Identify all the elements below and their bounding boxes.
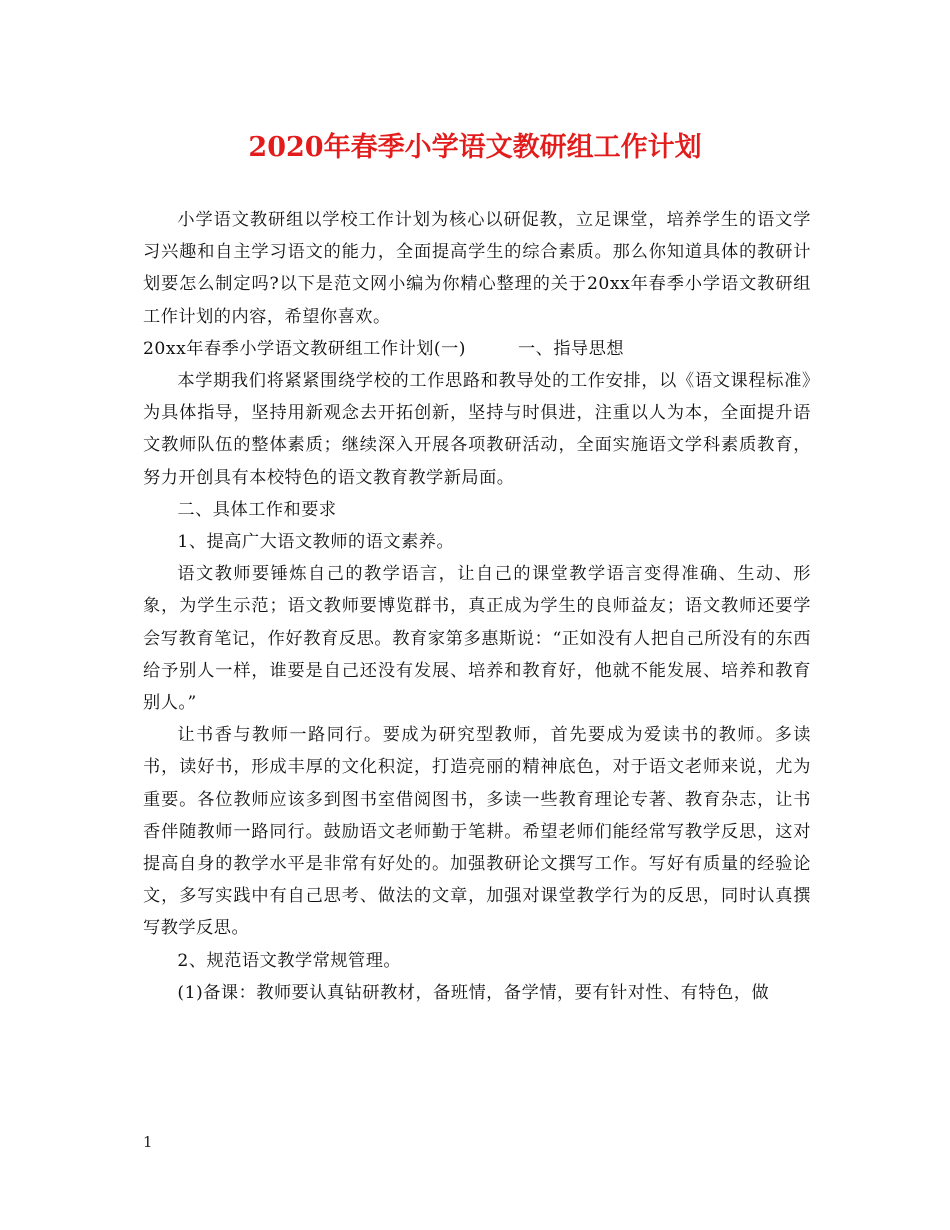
item1-paragraph-1: 语文教师要锤炼自己的教学语言，让自己的课堂教学语言变得准确、生动、形象，为学生示范；语文教师要博览群书，真正成为学生的良师益友；语文教师还要学会写教育笔记，作好教育反思。教育家第多惠斯说：“正如没有人把自己所没有的东西给予别人一样，谁要是自己还没有发展、培养和教育好，他就不能发展、培养和教育别人。”	[143, 564, 811, 714]
document-title: 2020年春季小学语文教研组工作计划	[248, 132, 702, 163]
item2-heading: 2、规范语文教学常规管理。	[177, 950, 402, 971]
item1-paragraph-2: 让书香与教师一路同行。要成为研究型教师，首先要成为爱读书的教师。多读书，读好书，形成丰厚的文化积淀，打造亮丽的精神底色，对于语文老师来说，尤为重要。各位教师应该多到图书室借阅图书，多读一些教育理论专著、教育杂志，让书香伴随教师一路同行。鼓励语文老师勤于笔耕。希望老师们能经常写教学反思，这对提高自身的教学水平是非常有好处的。加强教研论文撰写工作。写好有质量的经验论文，多写实践中有自己思考、做法的文章，加强对课堂教学行为的反思，同时认真撰写教学反思。	[143, 725, 811, 939]
section2-heading: 二、具体工作和要求	[177, 499, 337, 520]
guiding-paragraph: 本学期我们将紧紧围绕学校的工作思路和教导处的工作安排，以《语文课程标准》为具体指导，坚持用新观念去开拓创新，坚持与时俱进，注重以人为本，全面提升语文教师队伍的整体素质；继续深入开展各项教研活动，全面实施语文学科素质教育，努力开创具有本校特色的语文教育教学新局面。	[143, 371, 811, 488]
plan-heading-line	[143, 333, 811, 365]
page-number: 1	[143, 1133, 153, 1151]
item2-paragraph-1: (1)备课：教师要认真钻研教材，备班情，备学情，要有针对性、有特色，做	[177, 982, 770, 1003]
plan-heading: 20xx年春季小学语文教研组工作计划(一)	[143, 338, 466, 359]
item1-heading: 1、提高广大语文教师的语文素养。	[177, 532, 455, 553]
intro-paragraph: 小学语文教研组以学校工作计划为核心以研促教，立足课堂，培养学生的语文学习兴趣和自主学习语文的能力，全面提高学生的综合素质。那么你知道具体的教研计划要怎么制定吗?以下是范文网小编为你精心整理的关于20xx年春季小学语文教研组工作计划的内容，希望你喜欢。	[143, 210, 811, 327]
document-body	[143, 204, 811, 1009]
section1-heading: 一、指导思想	[517, 338, 625, 359]
